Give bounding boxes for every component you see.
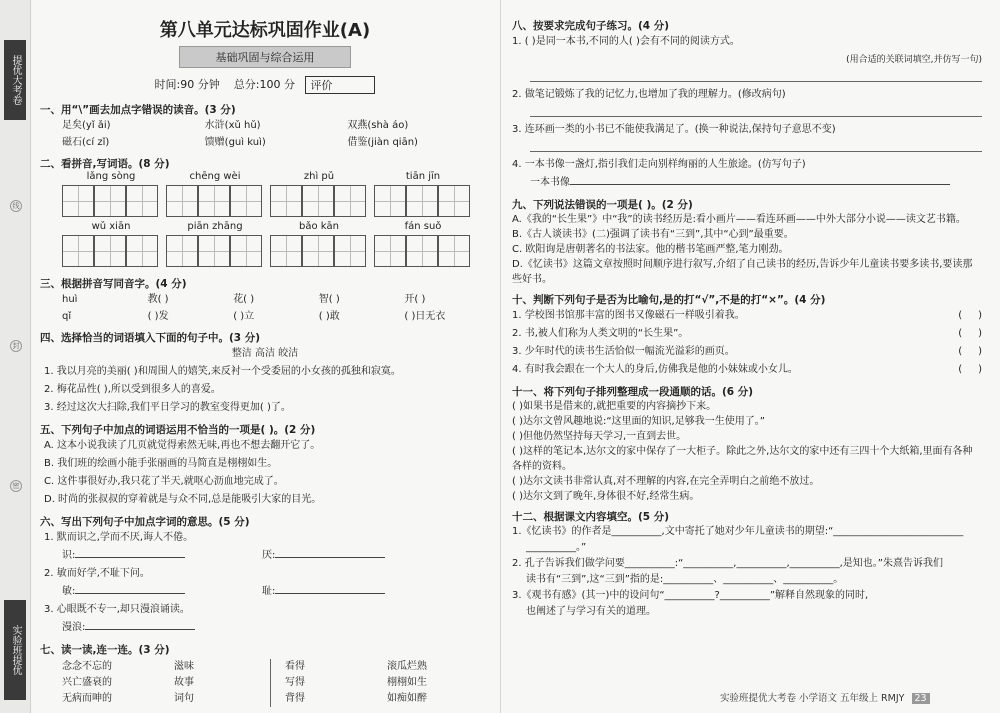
question-item[interactable]: 3. 经过这次大扫除,我们平日学习的教室变得更加( )了。 [44,402,291,413]
judgement-text: 2. 书,被人们称为人类文明的“长生果”。 [512,328,689,339]
homophone-blank[interactable]: 花( ) [233,294,255,305]
homophone-blank[interactable]: 教( ) [147,294,169,305]
writing-cell[interactable] [334,185,366,217]
pinyin-writing-box [270,221,368,267]
question-item: 2. 敏而好学,不耻下问。 [44,568,150,579]
match-item[interactable]: 词句 [174,693,194,704]
score-box[interactable]: 评价 [305,76,375,94]
pinyin-label: tiān jīn [405,171,441,182]
section-heading: 十、判断下列句子是否为比喻句,是的打“√”,不是的打“×”。(4 分) [512,294,826,306]
answer-line[interactable] [75,557,185,558]
writing-cell[interactable] [126,235,158,267]
choice-item[interactable]: A. 这本小说我读了几页就觉得索然无味,再也不想去翻开它了。 [44,440,321,451]
seal-line-mark: 线 [10,200,22,212]
writing-cell[interactable] [438,185,470,217]
judgement-item[interactable] [512,343,982,361]
time-label: 时间:90 分钟 [154,78,220,91]
fill-blank-item[interactable]: __________。” [526,542,587,553]
writing-cell[interactable] [374,185,406,217]
section-heading: 七、读一读,连一连。(3 分) [40,644,170,656]
pinyin-label: wǔ xiān [91,221,131,232]
page-subtitle: 基础巩固与综合运用 [179,46,351,68]
pronunciation-item[interactable]: 借鉴(jiàn qiān) [347,137,418,148]
answer-line[interactable] [530,139,982,152]
pinyin-label: zhì pǔ [303,171,335,182]
writing-cell[interactable] [94,185,126,217]
question-item: 1. 默而识之,学而不厌,诲人不倦。 [44,532,194,543]
answer-paren[interactable]: ( ) [958,310,982,321]
word-label: 耻: [262,586,276,597]
pronunciation-row [40,134,490,151]
section-heading: 一、用“\”画去加点字错误的读音。(3 分) [40,104,236,116]
fill-blank-item[interactable]: 读书有“三到”,这“三到”指的是:__________、__________、__________。 [526,574,844,585]
writing-cell[interactable] [230,185,262,217]
homophone-row [40,308,490,325]
match-item[interactable]: 滋味 [174,661,194,672]
question-item: 3. 心眼既不专一,却只漫浪诵读。 [44,604,190,615]
answer-line[interactable] [75,593,185,594]
writing-cell[interactable] [62,185,94,217]
writing-cell[interactable] [126,185,158,217]
writing-cell[interactable] [438,235,470,267]
match-column-3 [285,659,367,707]
match-column-4 [387,659,469,707]
page-divider [500,0,501,713]
writing-cell[interactable] [166,185,198,217]
section-heading: 三、根据拼音写同音字。(4 分) [40,278,187,290]
right-page [512,8,982,620]
homophone-blank[interactable]: 开( ) [404,294,426,305]
pinyin-label: lǎng sòng [86,171,136,182]
answer-line[interactable] [275,593,385,594]
fill-blank-item[interactable]: 2. 孔子告诉我们做学问要__________:“__________,__________,__________,是知也。”朱熹告诉我们 [512,558,943,569]
writing-cell[interactable] [230,235,262,267]
fill-blank-item[interactable]: 3.《观书有感》(其一)中的设问句“__________?__________”解释自然现象的同时, [512,590,869,601]
pinyin-writing-box [374,221,472,267]
writing-cell[interactable] [198,235,230,267]
pronunciation-item[interactable]: 磁石(cí zǐ) [62,137,110,148]
homophone-blank[interactable]: ( )发 [147,311,169,322]
writing-cell[interactable] [94,235,126,267]
page-footer [720,690,930,704]
match-item[interactable]: 栩栩如生 [387,677,427,688]
match-item[interactable]: 无病而呻的 [62,693,112,704]
ordering-item[interactable]: ( )达尔文曾风趣地说:“这里面的知识,足够我一生使用了。” [512,416,765,427]
writing-cell[interactable] [62,235,94,267]
answer-line[interactable] [275,557,385,558]
section-heading: 十一、将下列句子排列整理成一段通顺的话。(6 分) [512,386,754,398]
brand-label-top: 提优大考卷 [4,40,26,120]
section-heading: 二、看拼音,写词语。(8 分) [40,158,170,170]
match-item[interactable]: 故事 [174,677,194,688]
writing-cell[interactable] [302,235,334,267]
question-item[interactable]: 1. ( )是同一本书,不同的人( )会有不同的阅读方式。 [512,36,740,47]
homophone-blank[interactable]: ( )日无衣 [404,311,446,322]
answer-paren[interactable]: ( ) [958,364,982,375]
writing-cell[interactable] [302,185,334,217]
pronunciation-item[interactable]: 双燕(shà áo) [347,120,409,131]
pinyin-label: piān zhāng [187,221,243,232]
page-number: 23 [912,693,930,704]
answer-line[interactable] [85,629,195,630]
judgement-item[interactable] [512,325,982,343]
answer-paren[interactable]: ( ) [958,328,982,339]
homophone-blank[interactable]: ( )敢 [318,311,340,322]
fill-blank-item: 也阐述了与学习有关的道理。 [526,606,656,617]
pinyin-label: chēng wèi [189,171,241,182]
judgement-text: 4. 有时我会跟在一个大人的身后,仿佛我是他的小妹妹或小女儿。 [512,364,798,375]
writing-cell[interactable] [198,185,230,217]
judgement-item[interactable] [512,361,982,379]
answer-paren[interactable]: ( ) [958,346,982,357]
word-label: 识: [62,550,76,561]
question-item[interactable]: 1. 我以月亮的美丽( )和周围人的嬉笑,来反衬一个受委屈的小女孩的孤独和寂寞。 [44,366,401,377]
pinyin-writing-box [166,171,264,217]
section-heading: 四、选择恰当的词语填入下面的句子中。(3 分) [40,332,261,344]
question-item: 2. 做笔记锻炼了我的记忆力,也增加了我的理解力。(修改病句) [512,89,786,100]
section-heading: 十二、根据课文内容填空。(5 分) [512,511,670,523]
word-label: 漫浪: [62,622,86,633]
match-item[interactable]: 看得 [285,661,305,672]
match-item[interactable]: 滚瓜烂熟 [387,661,427,672]
answer-row [40,547,490,565]
answer-line[interactable] [530,69,982,82]
pronunciation-item[interactable]: 水浒(xǔ hǔ) [204,120,261,131]
ordering-item[interactable]: ( )达尔文到了晚年,身体很不好,经常生病。 [512,491,700,502]
pinyin-writing-box [62,171,160,217]
writing-cell[interactable] [374,235,406,267]
choice-item[interactable]: C. 这件事很好办,我只花了半天,就呕心沥血地完成了。 [44,476,284,487]
word-label: 厌: [262,550,276,561]
ordering-item[interactable]: ( )如果书是借来的,就把重要的内容摘抄下来。 [512,401,717,412]
pinyin-writing-box [62,221,160,267]
pronunciation-item[interactable]: 馈赠(guì kuì) [204,137,266,148]
choice-item[interactable]: B.《古人谈读书》(二)强调了读书有“三到”,其中“心到”最重要。 [512,229,794,240]
question-item: 3. 连环画一类的小书已不能使我满足了。(换一种说法,保持句子意思不变) [512,124,836,135]
judgement-item[interactable] [512,307,982,325]
match-column-2 [174,659,256,707]
answer-row [40,619,490,637]
answer-line[interactable] [570,184,950,185]
section-heading: 六、写出下列句子中加点字词的意思。(5 分) [40,516,250,528]
pinyin-label: fán suǒ [404,221,442,232]
seal-line-mark: 密 [10,480,22,492]
pinyin-writing-box [374,171,472,217]
page-title: 第八单元达标巩固作业(A) [159,20,371,41]
match-item[interactable]: 背得 [285,693,305,704]
pinyin-label: qǐ [62,311,72,322]
exam-meta [40,76,490,94]
binding-spine [0,0,31,713]
choice-item[interactable]: C. 欧阳询是唐朝著名的书法家。他的楷书笔画严整,笔力刚劲。 [512,244,789,255]
match-item[interactable]: 念念不忘的 [62,661,112,672]
section-heading: 八、按要求完成句子练习。(4 分) [512,20,670,32]
pinyin-label: huì [62,294,78,305]
section-heading: 五、下列句子中加点的词语运用不恰当的一项是( )。(2 分) [40,424,316,436]
seal-line-mark: 封 [10,340,22,352]
answer-line[interactable] [530,104,982,117]
brand-label-bottom: 实验班提优 [4,600,26,700]
choice-item[interactable]: B. 我们班的绘画小能手张丽画的马简直是栩栩如生。 [44,458,278,469]
writing-cell[interactable] [166,235,198,267]
pinyin-writing-box [166,221,264,267]
question-note: (用合适的关联词填空,并仿写一句) [846,55,982,65]
answer-row [512,174,982,192]
choice-item[interactable]: D. 时尚的张叔叔的穿着就是与众不同,总是能吸引大家的目光。 [44,494,322,505]
section-heading: 九、下列说法错误的一项是( )。(2 分) [512,199,693,211]
judgement-text: 1. 学校图书馆那丰富的图书又像磁石一样吸引着我。 [512,310,745,321]
writing-cell[interactable] [406,185,438,217]
footer-text: 实验班提优大考卷 小学语文 五年级上 RMJY [720,693,905,704]
writing-cell[interactable] [270,185,302,217]
answer-row [40,583,490,601]
pinyin-writing-box [270,171,368,217]
pinyin-grid [40,171,490,271]
left-page [40,8,490,707]
pinyin-label: bǎo kān [298,221,340,232]
matching-exercise [40,659,490,707]
match-column-1 [62,659,144,707]
judgement-text: 3. 少年时代的读书生活恰似一幅流光溢彩的画页。 [512,346,735,357]
ordering-item[interactable]: ( )但他仍然坚持每天学习,一直到去世。 [512,431,687,442]
match-item[interactable]: 兴亡盛衰的 [62,677,112,688]
writing-cell[interactable] [334,235,366,267]
pronunciation-item[interactable]: 足矣(yǐ ǎi) [62,120,111,131]
choice-item[interactable]: A.《我的“长生果”》中“我”的读书经历是:看小画片——看连环画——中外大部分小说——读文艺书籍。 [512,214,966,225]
ordering-item[interactable]: ( )达尔文读书非常认真,对不理解的内容,在完全弄明白之前绝不放过。 [512,476,820,487]
homophone-row [40,291,490,308]
sentence-start: 一本书像 [530,177,570,188]
homophone-blank[interactable]: 智( ) [318,294,340,305]
column-separator [270,659,271,707]
homophone-blank[interactable]: ( )立 [233,311,255,322]
ordering-item[interactable]: ( )这样的笔记本,达尔文的家中保存了一大柜子。除此之外,达尔文的家中还有三四十个大纸箱,里面有各种各样的资料。 [512,446,973,472]
match-item[interactable]: 写得 [285,677,305,688]
pronunciation-row [40,117,490,134]
fill-blank-item[interactable]: 1.《忆读书》的作者是__________,文中寄托了她对少年儿童读书的期望:“__________________________ [512,526,964,537]
writing-cell[interactable] [270,235,302,267]
question-item: 4. 一本书像一盏灯,指引我们走向别样绚丽的人生旅途。(仿写句子) [512,159,806,170]
writing-cell[interactable] [406,235,438,267]
choice-item[interactable]: D.《忆读书》这篇文章按照时间顺序进行叙写,介绍了自己读书的经历,告诉少年儿童读书要多读书,要读那些好书。 [512,259,973,285]
word-label: 敏: [62,586,76,597]
total-label: 总分:100 分 [233,78,295,91]
word-options: 整洁 高洁 皎洁 [231,348,299,359]
match-item[interactable]: 如痴如醉 [387,693,427,704]
question-item[interactable]: 2. 梅花品性( ),所以受到很多人的喜爱。 [44,384,221,395]
